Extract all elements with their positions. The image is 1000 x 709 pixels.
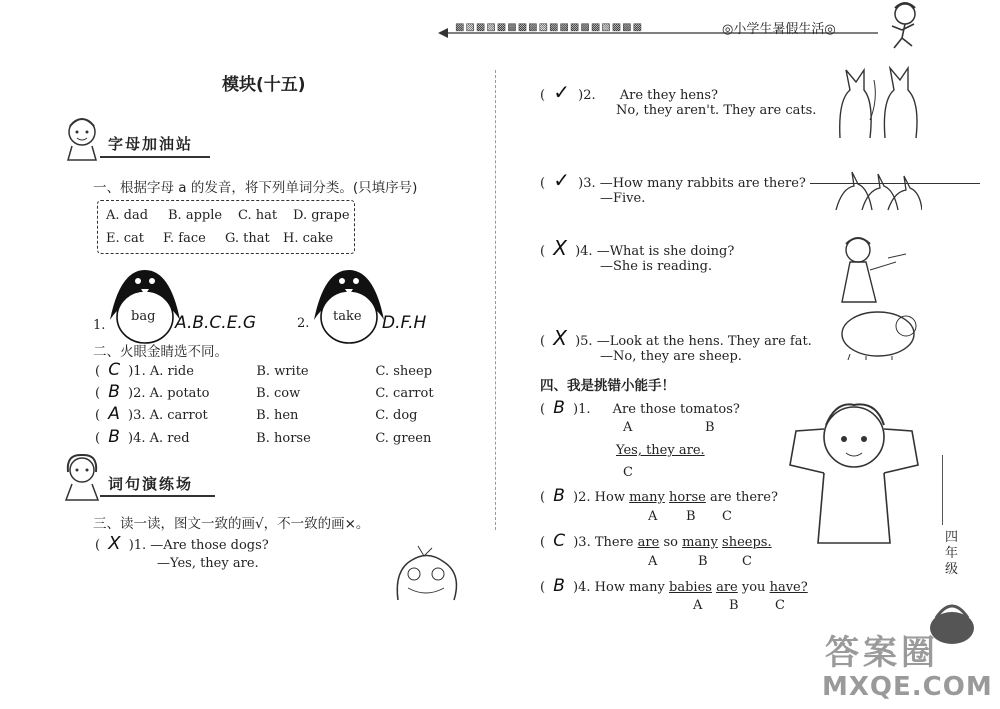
paren-open: (: [540, 402, 546, 417]
paren-open: (: [95, 408, 101, 423]
pig-illustration: [836, 302, 926, 362]
paren-open: (: [95, 538, 101, 553]
paren-open: (: [540, 490, 546, 505]
letter-c: C: [775, 598, 785, 613]
item-c: C. sheep: [375, 364, 433, 379]
penguin-2-answer: D.F.H: [382, 313, 427, 333]
word-have: have?: [769, 580, 808, 595]
word-d: D. grape: [293, 208, 350, 223]
q3-item-1-reply: —Yes, they are.: [157, 556, 259, 571]
paren-open: (: [540, 535, 546, 550]
word-c: C. hat: [238, 208, 278, 223]
letter-a: A: [648, 509, 658, 524]
q2-item-4: [95, 427, 431, 447]
module-title: 模块(十五): [222, 75, 306, 95]
penguin-1-answer: A.B.C.E.G: [175, 313, 257, 333]
answer-mark: B: [553, 486, 565, 506]
item-a: )3. A. carrot: [128, 408, 208, 423]
word-many: many: [682, 535, 718, 550]
item-num: )4.: [575, 244, 593, 259]
paren-open: (: [95, 431, 101, 446]
rabbits-illustration: [832, 168, 922, 213]
cats-illustration: [830, 60, 930, 140]
question-text: —How many rabbits are there?: [599, 176, 806, 191]
answer-mark: B: [108, 427, 120, 447]
answer-mark: B: [108, 382, 120, 402]
q3-item-4-answer: —She is reading.: [600, 259, 713, 274]
word-are: Are: [612, 402, 636, 417]
letter-b: B: [686, 509, 696, 524]
word-f: F. face: [163, 231, 206, 246]
page-divider: [495, 70, 496, 530]
word-you: you: [741, 580, 766, 595]
watermark-url: MXQE.COM: [822, 672, 993, 702]
penguin-1-word: bag: [131, 309, 156, 324]
question-text: —What is she doing?: [596, 244, 735, 259]
q3-item-2: [540, 80, 718, 104]
word-row-1: [106, 208, 350, 223]
item-a: )2. A. potato: [128, 386, 210, 401]
q4-item-3-letters: [648, 554, 752, 569]
word-those: those: [640, 402, 676, 417]
word-babies: babies: [669, 580, 712, 595]
cross-mark: X: [553, 326, 567, 350]
word-so: so: [663, 535, 678, 550]
q4-item-4-letters: [693, 598, 785, 613]
letter-a: A: [693, 598, 703, 613]
section1-title: 字母加油站: [108, 135, 194, 153]
q4-item-1-letter-b: B: [705, 420, 715, 435]
word-sheeps: sheeps.: [722, 535, 772, 550]
paren-open: (: [540, 88, 546, 103]
girl-avatar-icon: [62, 452, 104, 502]
q4-item-1: [540, 398, 740, 418]
item-b: B. horse: [256, 431, 311, 446]
q3-item-3: [540, 168, 806, 192]
grade-side-label: 四年级: [945, 530, 959, 577]
word-horse: horse: [669, 490, 706, 505]
penguin-2-num: 2.: [297, 316, 310, 331]
item-num: )4.: [573, 580, 591, 595]
paren-open: (: [540, 334, 546, 349]
letter-a: A: [648, 554, 658, 569]
word-tomatos: tomatos?: [680, 402, 740, 417]
q2-item-3: [95, 404, 418, 424]
penguin-2-word: take: [333, 309, 362, 324]
q4-item-1-letter-c: C: [623, 465, 633, 480]
q3-item-3-answer: —Five.: [600, 191, 646, 206]
boy-avatar-icon: [62, 114, 104, 162]
word-row-2: [106, 231, 333, 246]
word-are: are: [637, 535, 660, 550]
q4-item-2: [540, 486, 778, 506]
paren-open: (: [540, 244, 546, 259]
q3-item-1: [95, 533, 269, 554]
answer-mark: B: [553, 576, 565, 596]
q4-item-1-letter-a: A: [623, 420, 633, 435]
thinking-boy-illustration: [784, 395, 924, 545]
watermark-logo-text: 答案圈: [825, 633, 939, 673]
check-mark: ✓: [553, 168, 570, 192]
item-num: )2.: [573, 490, 591, 505]
item-a: )4. A. red: [128, 431, 190, 446]
question-text: —Look at the hens. They are fat.: [596, 334, 812, 349]
item-c: C. green: [375, 431, 432, 446]
word-a: A. dad: [106, 208, 149, 223]
word-h: H. cake: [283, 231, 334, 246]
girl-watering-illustration: [836, 232, 916, 304]
letter-b: B: [729, 598, 739, 613]
q4-item-2-letters: [648, 509, 732, 524]
section2-title: 词句演练场: [108, 475, 194, 493]
word-are-there: are there?: [709, 490, 778, 505]
word-there: There: [594, 535, 634, 550]
item-num: )5.: [575, 334, 593, 349]
word-g: G. that: [225, 231, 270, 246]
penguin-2-illustration: [304, 265, 394, 345]
letter-b: B: [698, 554, 708, 569]
item-c: C. dog: [375, 408, 418, 423]
answer-mark: X: [108, 533, 121, 554]
paren-open: (: [95, 386, 101, 401]
penguin-1-illustration: [100, 265, 190, 345]
q2-item-2: [95, 382, 434, 402]
item-num: )3.: [578, 176, 596, 191]
q4-instruction: 四、我是挑错小能手！: [540, 378, 675, 394]
q3-item-5: [540, 326, 812, 350]
answer-mark: C: [108, 360, 121, 380]
running-kid-illustration: [880, 0, 930, 50]
side-rule: [942, 455, 943, 525]
q2-item-1: [95, 360, 432, 380]
word-b: B. apple: [168, 208, 223, 223]
item-a: )1. A. ride: [128, 364, 194, 379]
item-b: B. write: [256, 364, 309, 379]
q3-item-5-answer: —No, they are sheep.: [600, 349, 742, 364]
q4-item-4: [540, 576, 808, 596]
answer-mark: B: [553, 398, 565, 418]
penguin-1-num: 1.: [93, 318, 106, 333]
item-b: B. hen: [256, 408, 299, 423]
q3-instruction: 三、读一读，图文一致的画√，不一致的画×。: [93, 516, 370, 532]
question-text: Are they hens?: [619, 88, 719, 103]
letter-c: C: [722, 509, 732, 524]
item-num: )2.: [578, 88, 596, 103]
word-how-many: How many: [594, 580, 665, 595]
check-mark: ✓: [553, 80, 570, 104]
dogs-illustration: [388, 540, 468, 610]
word-how: How: [594, 490, 625, 505]
q3-item-2-answer: No, they aren't. They are cats.: [616, 103, 817, 118]
answer-mark: A: [108, 404, 120, 424]
header-title: ◎小学生暑假生活◎: [722, 22, 836, 37]
word-many: many: [629, 490, 665, 505]
paren-open: (: [540, 580, 546, 595]
item-c: C. carrot: [375, 386, 434, 401]
letter-c: C: [742, 554, 752, 569]
item-num: )1.: [573, 402, 591, 417]
q4-item-1-line2: Yes, they are.: [616, 443, 705, 458]
q1-instruction: 一、根据字母 a 的发音，将下列单词分类。(只填序号): [93, 180, 418, 196]
header-strip: ▩▧▩▧▩▩▩▩▧▩▩▩▩▩▧▩▩▩: [455, 22, 644, 33]
q2-instruction: 二、火眼金睛选不同。: [93, 344, 228, 360]
q4-item-3: [540, 531, 772, 551]
paren-open: (: [95, 364, 101, 379]
q3-item-4: [540, 236, 734, 260]
word-are: are: [716, 580, 738, 595]
word-e: E. cat: [106, 231, 145, 246]
paren-open: (: [540, 176, 546, 191]
item-b: B. cow: [256, 386, 301, 401]
cross-mark: X: [553, 236, 567, 260]
question-text: )1. —Are those dogs?: [128, 538, 269, 553]
answer-mark: C: [553, 531, 566, 551]
item-num: )3.: [573, 535, 591, 550]
